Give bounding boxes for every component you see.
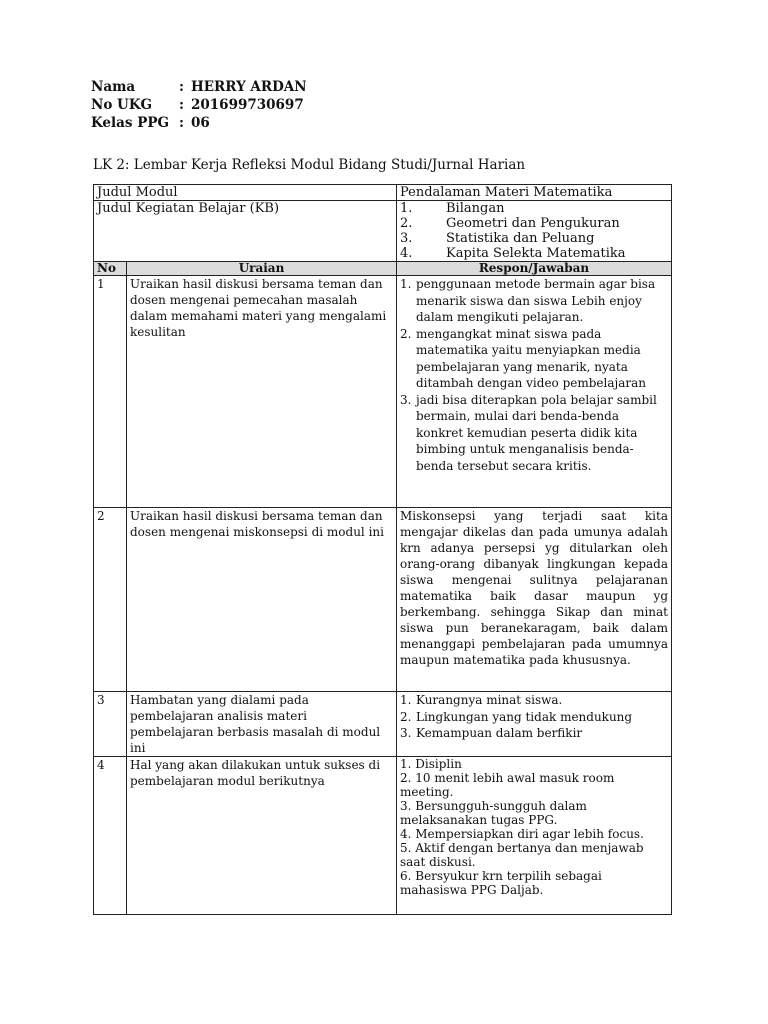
learning-activity-row xyxy=(94,201,672,262)
kb-number: 4. xyxy=(400,246,413,261)
identity-row-nama xyxy=(91,78,307,96)
identity-block xyxy=(91,78,307,132)
answer-text: jadi bisa diterapkan pola belajar sambil bermain, mulai dari benda-benda konkret kemudian peserta didik kita bimbing untuk menganalisis benda-benda tersebut secara kritis. xyxy=(416,392,657,473)
identity-label: Kelas PPG xyxy=(91,115,170,131)
answer-text: 3. Bersungguh-sungguh dalam melaksanakan tugas PPG. xyxy=(400,799,587,827)
row-uraian: Hambatan yang dialami pada pembelajaran analisis materi pembelajaran berbasis masalah di modul ini xyxy=(127,692,397,757)
answer-number: 2. xyxy=(400,326,412,341)
identity-separator: : xyxy=(179,115,184,131)
identity-label: Nama xyxy=(91,79,136,95)
answer-text: Kurangnya minat siswa. xyxy=(416,693,563,707)
answer-number: 1. xyxy=(400,277,412,291)
header-respon: Respon/Jawaban xyxy=(397,262,672,276)
answer-text: 2. 10 menit lebih awal masuk room meeting. xyxy=(400,771,615,799)
answer-text: 1. Disiplin xyxy=(400,757,462,771)
answer-text: 5. Aktif dengan bertanya dan menjawab saat diskusi. xyxy=(400,841,644,869)
module-title-label: Judul Modul xyxy=(94,185,397,201)
answer-item xyxy=(400,725,668,742)
learning-activity-list xyxy=(397,201,672,262)
identity-label: No UKG xyxy=(91,97,153,113)
kb-number: 1. xyxy=(400,201,413,216)
identity-separator: : xyxy=(179,97,184,113)
identity-value-nama: HERRY ARDAN xyxy=(191,79,307,95)
kb-item: Geometri dan Pengukuran xyxy=(446,216,620,231)
row-number: 2 xyxy=(94,508,127,692)
answer-text: penggunaan metode bermain agar bisa menarik siswa dan siswa Lebih enjoy dalam mengikuti pelajaran. xyxy=(416,277,656,324)
reflection-table xyxy=(93,184,672,915)
answer-text: Lingkungan yang tidak mendukung xyxy=(416,709,633,724)
answer-number: 2. xyxy=(400,709,412,724)
module-title-value: Pendalaman Materi Matematika xyxy=(397,185,672,201)
learning-activity-label: Judul Kegiatan Belajar (KB) xyxy=(94,201,397,262)
kb-item: Kapita Selekta Matematika xyxy=(446,246,626,261)
table-row xyxy=(94,757,672,915)
identity-value-kelas-ppg: 06 xyxy=(191,115,210,131)
row-response: Miskonsepsi yang terjadi saat kita mengajar dikelas dan pada umunya adalah krn adanya persepsi yg ditularkan oleh orang-orang dibanyak lingkungan kepada siswa mengenai sulitnya pelajaranan matematika baik dasar maupun yg berkembang. sehingga Sikap dan minat siswa pun beranekaragam, baik dalam menanggapi pembelajaran pada umumnya maupun matematika pada khususnya. xyxy=(397,508,672,692)
identity-value-no-ukg: 201699730697 xyxy=(191,97,304,113)
identity-row-kelas-ppg xyxy=(91,114,307,132)
worksheet-title: LK 2: Lembar Kerja Refleksi Modul Bidang Studi/Jurnal Harian xyxy=(93,157,526,173)
answer-text: 6. Bersyukur krn terpilih sebagai mahasiswa PPG Daljab. xyxy=(400,869,602,897)
module-title-row xyxy=(94,185,672,201)
kb-item: Bilangan xyxy=(446,201,505,216)
table-row xyxy=(94,692,672,757)
row-response xyxy=(397,692,672,757)
answer-text: mengangkat minat siswa pada matematika yaitu menyiapkan media pembelajaran yang menarik, nyata ditambah dengan video pembelajaran xyxy=(416,326,647,390)
answer-number: 3. xyxy=(400,726,412,740)
answer-number: 3. xyxy=(400,392,412,407)
identity-separator: : xyxy=(179,79,184,95)
row-response xyxy=(397,757,672,915)
answer-item xyxy=(400,276,668,326)
row-number: 3 xyxy=(94,692,127,757)
table-header-row xyxy=(94,262,672,276)
header-uraian: Uraian xyxy=(127,262,397,276)
answer-text: 4. Mempersiapkan diri agar lebih focus. xyxy=(400,827,644,841)
answer-number: 1. xyxy=(400,693,412,707)
answer-text: Kemampuan dalam berfikir xyxy=(416,726,583,740)
answer-item xyxy=(400,709,668,726)
row-number: 1 xyxy=(94,276,127,508)
kb-number: 2. xyxy=(400,216,413,231)
answer-item xyxy=(400,326,668,392)
answer-item xyxy=(400,392,668,475)
row-response xyxy=(397,276,672,508)
row-uraian: Uraikan hasil diskusi bersama teman dan dosen mengenai miskonsepsi di modul ini xyxy=(127,508,397,692)
row-uraian: Uraikan hasil diskusi bersama teman dan dosen mengenai pemecahan masalah dalam memahami materi yang mengalami kesulitan xyxy=(127,276,397,508)
kb-item: Statistika dan Peluang xyxy=(446,231,595,246)
row-uraian: Hal yang akan dilakukan untuk sukses di pembelajaran modul berikutnya xyxy=(127,757,397,915)
table-row xyxy=(94,508,672,692)
identity-row-no-ukg xyxy=(91,96,307,114)
kb-number: 3. xyxy=(400,231,413,246)
answer-item xyxy=(400,692,668,709)
row-number: 4 xyxy=(94,757,127,915)
table-row xyxy=(94,276,672,508)
header-no: No xyxy=(94,262,127,276)
